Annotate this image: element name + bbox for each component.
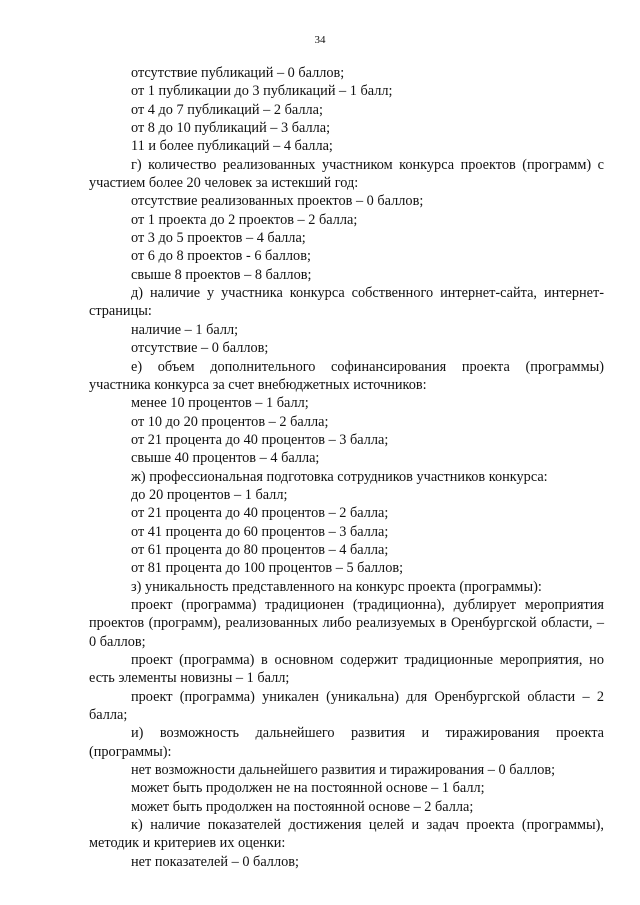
paragraph: проект (программа) традиционен (традиционна), дублирует мероприятия проектов (программ), реализованных либо реализуемых в Оренбургской области, – 0 баллов; bbox=[89, 596, 604, 650]
paragraph: от 3 до 5 проектов – 4 балла; bbox=[131, 230, 306, 247]
paragraph: з) уникальность представленного на конкурс проекта (программы): bbox=[131, 578, 542, 595]
paragraph: нет возможности дальнейшего развития и тиражирования – 0 баллов; bbox=[131, 762, 556, 779]
paragraph: от 21 процента до 40 процентов – 3 балла; bbox=[131, 431, 389, 448]
paragraph: проект (программа) в основном содержит традиционные мероприятия, но есть элементы новизны – 1 балл; bbox=[89, 652, 604, 687]
page-number: 34 bbox=[314, 34, 326, 46]
paragraph: свыше 40 процентов – 4 балла; bbox=[131, 450, 320, 467]
document-body bbox=[89, 64, 604, 871]
paragraph: 11 и более публикаций – 4 балла; bbox=[131, 138, 333, 155]
paragraph: от 8 до 10 публикаций – 3 балла; bbox=[131, 120, 331, 137]
paragraph: от 1 публикации до 3 публикаций – 1 балл; bbox=[131, 83, 393, 100]
paragraph: к) наличие показателей достижения целей и задач проекта (программы), методик и критериев их оценки: bbox=[89, 817, 604, 852]
paragraph: отсутствие реализованных проектов – 0 баллов; bbox=[131, 193, 424, 210]
paragraph: менее 10 процентов – 1 балл; bbox=[131, 395, 309, 412]
paragraph: от 1 проекта до 2 проектов – 2 балла; bbox=[131, 211, 358, 228]
paragraph: от 41 процента до 60 процентов – 3 балла; bbox=[131, 523, 389, 540]
paragraph: от 61 процента до 80 процентов – 4 балла; bbox=[131, 541, 389, 558]
paragraph: отсутствие публикаций – 0 баллов; bbox=[131, 65, 345, 81]
paragraph: от 81 процента до 100 процентов – 5 баллов; bbox=[131, 560, 404, 577]
paragraph: отсутствие – 0 баллов; bbox=[131, 340, 269, 357]
paragraph: может быть продолжен на постоянной основе – 2 балла; bbox=[131, 798, 474, 815]
paragraph: и) возможность дальнейшего развития и тиражирования проекта (программы): bbox=[89, 725, 604, 760]
paragraph: нет показателей – 0 баллов; bbox=[131, 853, 299, 870]
paragraph: наличие – 1 балл; bbox=[131, 321, 239, 338]
paragraph: проект (программа) уникален (уникальна) для Оренбургской области – 2 балла; bbox=[89, 688, 604, 724]
paragraph: е) объем дополнительного софинансирования проекта (программы) участника конкурса за счет внебюджетных источников: bbox=[89, 358, 604, 393]
paragraph: д) наличие у участника конкурса собственного интернет-сайта, интернет-страницы: bbox=[89, 285, 604, 320]
paragraph: от 21 процента до 40 процентов – 2 балла; bbox=[131, 505, 389, 522]
paragraph: свыше 8 проектов – 8 баллов; bbox=[131, 266, 312, 283]
paragraph: от 4 до 7 публикаций – 2 балла; bbox=[131, 101, 323, 118]
paragraph: ж) профессиональная подготовка сотрудников участников конкурса: bbox=[131, 468, 548, 485]
paragraph: г) количество реализованных участником конкурса проектов (программ) с участием более 20 человек за истекший год: bbox=[89, 156, 604, 192]
paragraph: до 20 процентов – 1 балл; bbox=[131, 486, 288, 503]
paragraph: может быть продолжен не на постоянной основе – 1 балл; bbox=[131, 780, 485, 797]
paragraph: от 10 до 20 процентов – 2 балла; bbox=[131, 413, 329, 430]
paragraph: от 6 до 8 проектов - 6 баллов; bbox=[131, 248, 311, 265]
